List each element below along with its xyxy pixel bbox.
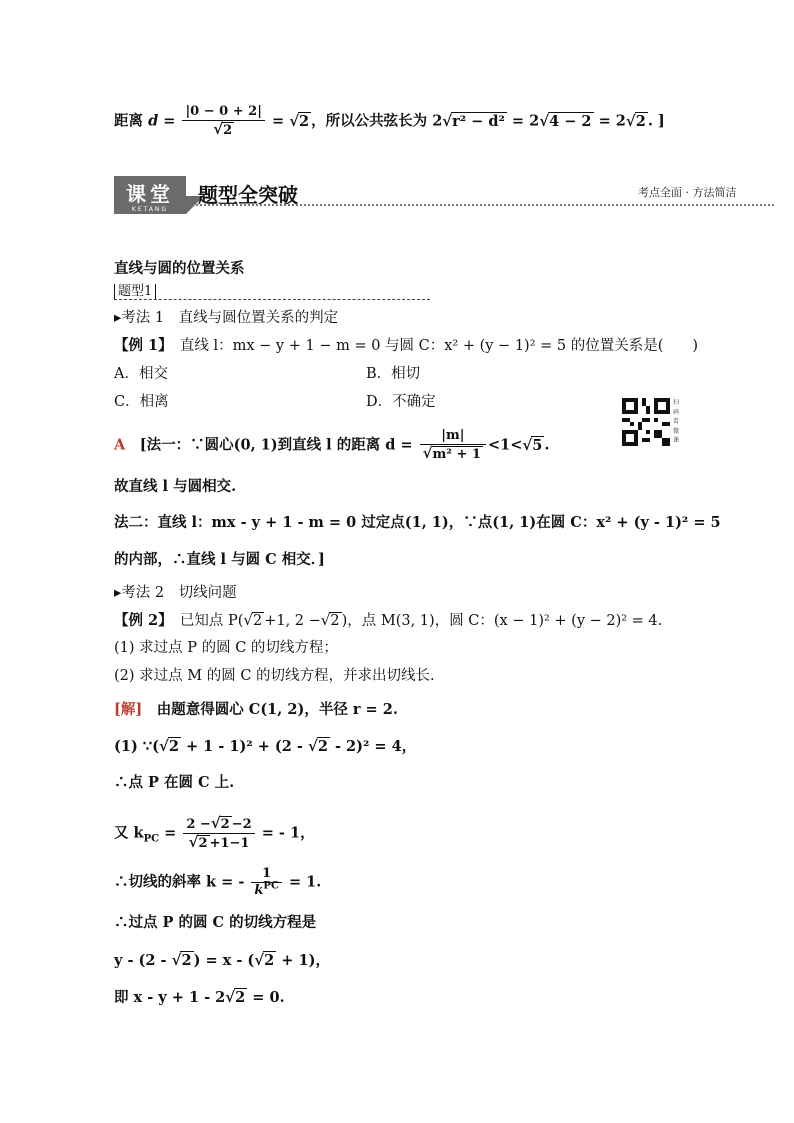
text: ) = x - ( <box>193 952 255 969</box>
text: [法一：∵圆心(0, 1)到直线 l 的距离 d = <box>139 436 418 454</box>
answer1-letter: A <box>114 436 126 454</box>
method1-label: ▸考法 1 直线与圆位置关系的判定 <box>114 310 339 326</box>
fraction-numerator: |0 − 0 + 2| <box>182 104 264 121</box>
slope-reciprocal-fraction <box>251 866 282 899</box>
section-heading: 直线与圆的位置关系 <box>114 260 245 277</box>
text: 已知点 P( <box>165 613 244 629</box>
var-k: k <box>254 883 264 898</box>
sqrt-content: 2 <box>168 738 179 755</box>
text: = 1. <box>283 873 322 891</box>
answer1-fraction <box>420 428 486 463</box>
subscript: PC <box>143 833 160 845</box>
sqrt-content: 2 <box>299 112 310 130</box>
fraction-numerator: |m| <box>420 428 486 445</box>
solution-step6: y - (2 - √2 ) = x - (√2 + 1)， <box>114 951 330 969</box>
example1 <box>114 336 698 356</box>
sqrt-content: 4 − 2 <box>549 112 592 130</box>
text: +1, 2 − <box>264 613 321 629</box>
example1-tag: 【例 1】 <box>114 337 166 354</box>
superscript: PC <box>263 880 279 892</box>
banner-dotted-rule <box>196 204 774 206</box>
method2-label: ▸考法 2 切线问题 <box>114 585 237 601</box>
banner-tagline: 考点全面 · 方法简洁 <box>638 186 737 199</box>
sqrt-content: 2 <box>223 123 233 138</box>
text: = <box>158 112 181 130</box>
fraction-denominator <box>251 880 282 899</box>
text: . ] <box>647 112 665 130</box>
text: 距离 <box>114 112 149 130</box>
fraction-numerator: 2 −√2 −2 <box>183 815 254 834</box>
example1-text: 直线 l：mx − y + 1 − m = 0 与圆 C：x² + (y − 1)² = 5 的位置关系是( ) <box>165 338 699 354</box>
solution-step1: (1) ∵(√2 + 1 - 1)² + (2 - √2 - 2)² = 4， <box>114 737 417 755</box>
fraction-numerator: 1 <box>251 866 282 883</box>
fraction-denominator: √2 <box>213 120 233 138</box>
solution-step4 <box>114 866 321 899</box>
solution-step7: 即 x - y + 1 - 2√2 = 0. <box>114 988 285 1006</box>
banner-subword: KETANG <box>131 206 169 213</box>
text: = 0. <box>247 989 285 1006</box>
sqrt-content: 5 <box>532 436 543 454</box>
sqrt-content: m² + 1 <box>432 447 481 462</box>
solution-tag: [解] <box>114 701 143 718</box>
text: +1−1 <box>209 836 250 851</box>
answer1-method2: 法二：直线 l：mx - y + 1 - m = 0 过定点(1, 1)，∵点(1, 1)在圆 C：x² + (y - 1)² = 5 <box>114 514 721 531</box>
text: + 1 - 1)² + (2 - <box>180 738 308 755</box>
text: (1) ∵( <box>114 738 159 755</box>
sqrt-content: 2 <box>198 836 208 851</box>
example2-tag: 【例 2】 <box>114 612 166 629</box>
solution-step5: ∴过点 P 的圆 C 的切线方程是 <box>114 914 317 931</box>
sqrt-content: 2 <box>317 738 328 755</box>
example2: 【例 2】 已知点 P(√2 +1, 2 −√2 )，点 M(3, 1)，圆 C：(x − 1)² + (y − 2)² = 4. <box>114 611 663 629</box>
text: 又 k <box>114 824 144 842</box>
var-d: d <box>148 112 159 130</box>
qr-code-icon[interactable] <box>622 398 670 446</box>
text: = - 1， <box>256 824 315 842</box>
text: 2 − <box>186 817 211 832</box>
sqrt-content: 2 <box>181 952 192 969</box>
slope-fraction <box>183 815 254 852</box>
sqrt-content: 2 <box>235 989 246 1006</box>
sqrt-content: 2 <box>635 112 646 130</box>
dashed-rule <box>114 299 430 300</box>
text: . <box>544 436 550 454</box>
solution-step3 <box>114 815 315 852</box>
text: - 2)² = 4， <box>329 738 417 755</box>
banner-word: 课堂 <box>126 182 174 206</box>
top-distance-line: 距离 d = $\frac{|0 - 0 + 2|}{√2}$ = √2 ，所以公共弦长为 2√r² − d² = 2√4 − 2 = 2√2 . ] <box>114 104 665 138</box>
text: = 2 <box>593 112 626 130</box>
question2: (2) 求过点 M 的圆 C 的切线方程，并求出切线长. <box>114 668 435 684</box>
answer1-method2-cont: 的内部，∴直线 l 与圆 C 相交．] <box>114 551 325 568</box>
text: 由题意得圆心 C(1, 2)，半径 r = 2. <box>142 701 398 718</box>
option-a: A．相交 <box>114 366 168 382</box>
text: )，点 M(3, 1)，圆 C：(x − 1)² + (y − 2)² = 4. <box>341 613 663 629</box>
sqrt-content: r² − d² <box>452 112 505 130</box>
sqrt-content: 2 <box>264 952 275 969</box>
fraction-denominator: √2 +1−1 <box>188 833 250 851</box>
answer1-conclusion: 故直线 l 与圆相交. <box>114 478 237 495</box>
text: <1< <box>487 436 523 454</box>
sqrt-content: 2 <box>220 817 230 832</box>
answer1-line: A [法一：∵圆心(0, 1)到直线 l 的距离 d = $\frac{|m|}{\text{√m² + 1}}$ <1<√5 . <box>114 428 550 462</box>
text: = 2 <box>506 112 540 130</box>
fraction-denominator: √m² + 1 <box>422 444 481 462</box>
text: 即 x - y + 1 - 2 <box>114 989 226 1006</box>
option-d: D．不确定 <box>366 394 436 410</box>
sqrt-content: 2 <box>252 613 263 629</box>
sqrt-content: 2 <box>330 613 340 629</box>
text: = <box>159 824 182 842</box>
distance-fraction <box>182 104 264 139</box>
option-c: C．相离 <box>114 394 169 410</box>
type-label-text: 题型1 <box>114 284 156 299</box>
text: ，所以公共弦长为 2 <box>311 112 443 130</box>
solution-intro <box>114 700 398 720</box>
qr-caption: 扫码看微课 <box>673 399 680 444</box>
option-b: B．相切 <box>366 366 421 382</box>
banner-title: 题型全突破 <box>198 183 298 207</box>
question1: (1) 求过点 P 的圆 C 的切线方程； <box>114 640 338 656</box>
text: + 1)， <box>276 952 330 969</box>
text: −2 <box>231 817 252 832</box>
solution-step2: ∴点 P 在圆 C 上. <box>114 774 235 791</box>
text: y - (2 - <box>114 952 172 969</box>
text: = <box>266 112 290 130</box>
text: ∴切线的斜率 k = - <box>114 873 250 891</box>
